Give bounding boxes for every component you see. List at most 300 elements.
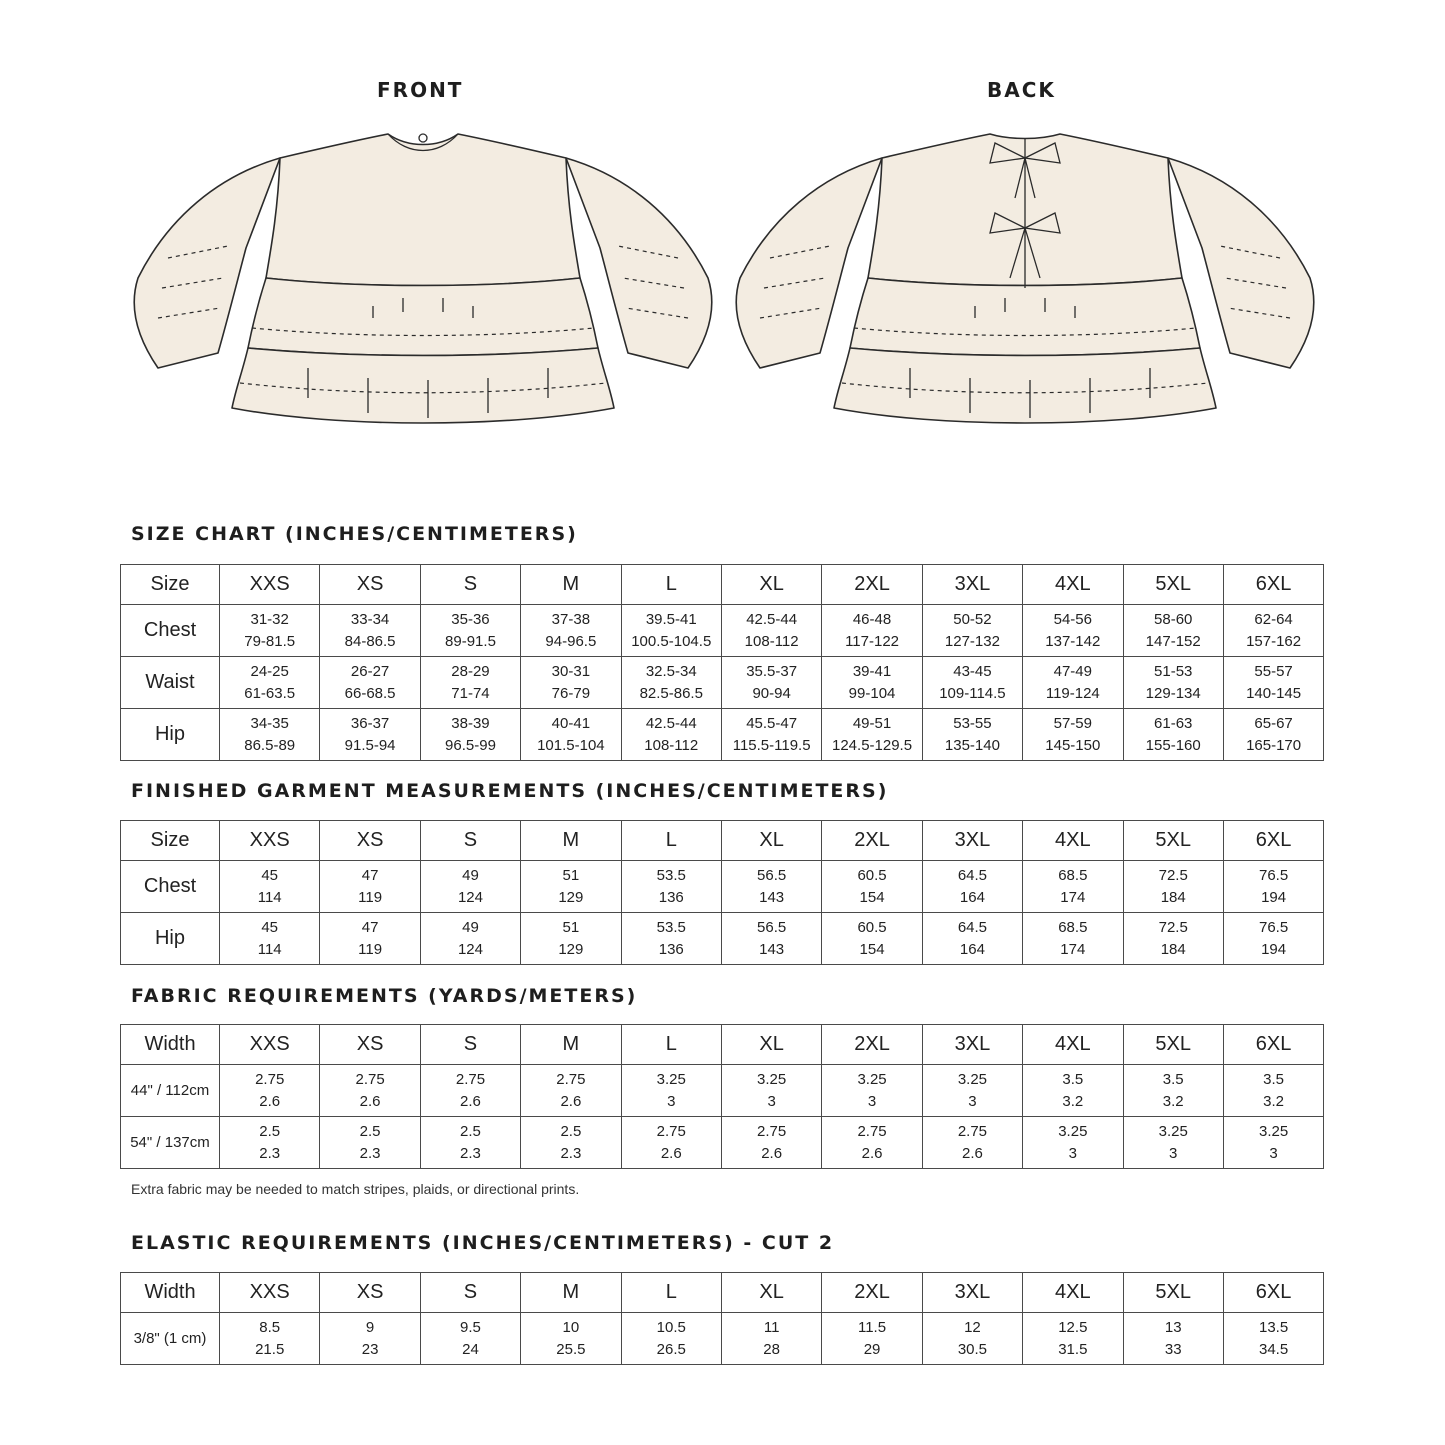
- imperial-value: 31-32: [250, 610, 289, 628]
- measurement-cell: [420, 657, 520, 709]
- size-chart-table: [120, 564, 1324, 761]
- measurement-cell: [822, 913, 922, 965]
- metric-value: 127-132: [944, 632, 1000, 650]
- metric-value: 3: [667, 1092, 676, 1110]
- row-label: 44" / 112cm: [121, 1065, 220, 1117]
- imperial-value: 45.5-47: [746, 714, 798, 732]
- table-row: [121, 861, 1324, 913]
- metric-value: 154: [859, 940, 885, 958]
- measurement-cell: [922, 709, 1022, 761]
- measurement-cell: [822, 1313, 922, 1365]
- imperial-value: 3.5: [1162, 1070, 1184, 1088]
- metric-value: 28: [763, 1340, 780, 1358]
- metric-value: 184: [1160, 888, 1186, 906]
- measurement-cell: [521, 1117, 621, 1169]
- imperial-value: 42.5-44: [746, 610, 798, 628]
- row-label: 3/8" (1 cm): [121, 1313, 220, 1365]
- size-header: 5XL: [1123, 821, 1223, 861]
- measurement-cell: [1123, 1313, 1223, 1365]
- measurement-cell: [220, 913, 320, 965]
- metric-value: 143: [759, 940, 785, 958]
- size-header: XS: [320, 565, 420, 605]
- measurement-cell: [1123, 1065, 1223, 1117]
- imperial-value: 2.75: [355, 1070, 385, 1088]
- imperial-value: 34-35: [250, 714, 289, 732]
- metric-value: 3: [1269, 1144, 1278, 1162]
- imperial-value: 11.5: [857, 1318, 887, 1336]
- size-header: 6XL: [1223, 1025, 1323, 1065]
- elastic-requirements-title: ELASTIC REQUIREMENTS (INCHES/CENTIMETERS) - CUT 2: [131, 1232, 835, 1254]
- measurement-cell: [621, 709, 721, 761]
- metric-value: 164: [959, 888, 985, 906]
- measurement-cell: [320, 605, 420, 657]
- finished-garment-title: FINISHED GARMENT MEASUREMENTS (INCHES/CENTIMETERS): [131, 780, 889, 802]
- metric-value: 99-104: [848, 684, 896, 702]
- metric-value: 174: [1060, 888, 1086, 906]
- imperial-value: 13.5: [1259, 1318, 1289, 1336]
- size-header: XL: [721, 565, 821, 605]
- front-view-label: FRONT: [377, 78, 464, 102]
- imperial-value: 53.5: [656, 866, 686, 884]
- imperial-value: 28-29: [451, 662, 490, 680]
- metric-value: 129: [558, 940, 584, 958]
- imperial-value: 26-27: [350, 662, 390, 680]
- metric-value: 3: [867, 1092, 877, 1110]
- imperial-value: 76.5: [1259, 866, 1289, 884]
- elastic-requirements-table: [120, 1272, 1324, 1365]
- table-row: [121, 605, 1324, 657]
- metric-value: 115.5-119.5: [732, 736, 811, 754]
- imperial-value: 51-53: [1154, 662, 1193, 680]
- imperial-value: 10.5: [656, 1318, 686, 1336]
- metric-value: 135-140: [944, 736, 1000, 754]
- imperial-value: 65-67: [1254, 714, 1293, 732]
- size-header: 4XL: [1023, 821, 1123, 861]
- measurement-cell: [621, 1117, 721, 1169]
- measurement-cell: [320, 1313, 420, 1365]
- measurement-cell: [1023, 913, 1123, 965]
- size-header: XL: [721, 1025, 821, 1065]
- metric-value: 30.5: [957, 1340, 988, 1358]
- measurement-cell: [621, 1313, 721, 1365]
- metric-value: 33: [1164, 1340, 1182, 1358]
- measurement-cell: [621, 657, 721, 709]
- metric-value: 34.5: [1259, 1340, 1289, 1358]
- table-row: [121, 657, 1324, 709]
- size-header: 2XL: [822, 1025, 922, 1065]
- measurement-cell: [1023, 1065, 1123, 1117]
- size-header: XXS: [220, 821, 320, 861]
- metric-value: 31.5: [1058, 1340, 1088, 1358]
- imperial-value: 2.75: [957, 1122, 988, 1140]
- size-header: L: [621, 1025, 721, 1065]
- measurement-cell: [922, 657, 1022, 709]
- size-header: L: [621, 821, 721, 861]
- size-header: XL: [721, 1273, 821, 1313]
- metric-value: 86.5-89: [244, 736, 296, 754]
- size-header: 6XL: [1223, 821, 1323, 861]
- imperial-value: 49: [462, 918, 479, 936]
- measurement-cell: [721, 861, 821, 913]
- measurement-cell: [521, 1065, 621, 1117]
- size-header: M: [521, 565, 621, 605]
- imperial-value: 49-51: [852, 714, 892, 732]
- metric-value: 136: [658, 888, 684, 906]
- imperial-value: 24-25: [250, 662, 289, 680]
- metric-value: 2.6: [460, 1092, 481, 1110]
- measurement-cell: [1023, 1313, 1123, 1365]
- measurement-cell: [1123, 861, 1223, 913]
- fabric-note: Extra fabric may be needed to match stripes, plaids, or directional prints.: [131, 1181, 580, 1197]
- size-header: XS: [320, 1025, 420, 1065]
- metric-value: 119: [358, 940, 383, 958]
- measurement-cell: [1223, 709, 1323, 761]
- imperial-value: 64.5: [957, 918, 988, 936]
- metric-value: 71-74: [451, 684, 490, 702]
- size-header: S: [420, 1273, 520, 1313]
- imperial-value: 39-41: [852, 662, 892, 680]
- imperial-value: 8.5: [259, 1318, 281, 1336]
- metric-value: 147-152: [1145, 632, 1201, 650]
- imperial-value: 2.5: [560, 1122, 582, 1140]
- imperial-value: 61-63: [1154, 714, 1193, 732]
- row-label: Chest: [121, 605, 220, 657]
- fabric-requirements-table: [120, 1024, 1324, 1169]
- imperial-value: 9.5: [460, 1318, 481, 1336]
- imperial-value: 54-56: [1053, 610, 1092, 628]
- metric-value: 84-86.5: [344, 632, 396, 650]
- metric-value: 129: [558, 888, 584, 906]
- measurement-cell: [822, 657, 922, 709]
- imperial-value: 45: [261, 918, 279, 936]
- size-header: XXS: [220, 1273, 320, 1313]
- size-header: 6XL: [1223, 1273, 1323, 1313]
- measurement-cell: [420, 1065, 520, 1117]
- metric-value: 2.6: [359, 1092, 381, 1110]
- imperial-value: 64.5: [957, 866, 988, 884]
- imperial-value: 46-48: [852, 610, 892, 628]
- row-label: 54" / 137cm: [121, 1117, 220, 1169]
- measurement-cell: [521, 657, 621, 709]
- measurement-cell: [320, 861, 420, 913]
- row-label: Waist: [121, 657, 220, 709]
- back-view-label: BACK: [987, 78, 1056, 102]
- measurement-cell: [822, 861, 922, 913]
- measurement-cell: [1123, 1117, 1223, 1169]
- metric-value: 2.6: [660, 1144, 682, 1162]
- imperial-value: 9: [365, 1318, 375, 1336]
- finished-garment-table: [120, 820, 1324, 965]
- measurement-cell: [922, 861, 1022, 913]
- size-header: 2XL: [822, 821, 922, 861]
- size-header: 2XL: [822, 565, 922, 605]
- metric-value: 145-150: [1045, 736, 1101, 754]
- metric-value: 2.3: [259, 1144, 281, 1162]
- size-header: L: [621, 565, 721, 605]
- imperial-value: 30-31: [551, 662, 591, 680]
- metric-value: 114: [257, 888, 282, 906]
- measurement-cell: [922, 1065, 1022, 1117]
- imperial-value: 35.5-37: [746, 662, 798, 680]
- size-header: 4XL: [1023, 565, 1123, 605]
- size-header: 4XL: [1023, 1025, 1123, 1065]
- metric-value: 89-91.5: [445, 632, 496, 650]
- imperial-value: 2.5: [259, 1122, 281, 1140]
- imperial-value: 3.25: [1259, 1122, 1289, 1140]
- metric-value: 124.5-129.5: [832, 736, 913, 754]
- measurement-cell: [721, 1313, 821, 1365]
- imperial-value: 12: [964, 1318, 981, 1336]
- measurement-cell: [320, 1065, 420, 1117]
- metric-value: 101.5-104: [537, 736, 605, 754]
- metric-value: 2.6: [861, 1144, 883, 1162]
- measurement-cell: [220, 1065, 320, 1117]
- measurement-cell: [1023, 861, 1123, 913]
- measurement-cell: [1223, 1065, 1323, 1117]
- header-label: Size: [121, 565, 220, 605]
- measurement-cell: [521, 709, 621, 761]
- measurement-cell: [1223, 657, 1323, 709]
- measurement-cell: [1223, 605, 1323, 657]
- imperial-value: 2.5: [460, 1122, 481, 1140]
- measurement-cell: [420, 1313, 520, 1365]
- size-header: M: [521, 821, 621, 861]
- measurement-cell: [420, 709, 520, 761]
- header-label: Width: [121, 1273, 220, 1313]
- size-header: XXS: [220, 1025, 320, 1065]
- imperial-value: 72.5: [1158, 918, 1188, 936]
- metric-value: 119-124: [1045, 684, 1100, 702]
- measurement-cell: [420, 861, 520, 913]
- measurement-cell: [521, 913, 621, 965]
- size-header: 5XL: [1123, 1273, 1223, 1313]
- imperial-value: 55-57: [1254, 662, 1293, 680]
- size-header: 5XL: [1123, 1025, 1223, 1065]
- measurement-cell: [320, 657, 420, 709]
- back-garment-illustration: [730, 128, 1320, 443]
- measurement-cell: [721, 1117, 821, 1169]
- measurement-cell: [1123, 657, 1223, 709]
- imperial-value: 2.75: [455, 1070, 486, 1088]
- imperial-value: 45: [261, 866, 279, 884]
- size-header: L: [621, 1273, 721, 1313]
- imperial-value: 60.5: [857, 866, 887, 884]
- measurement-cell: [1023, 1117, 1123, 1169]
- size-header: M: [521, 1025, 621, 1065]
- measurement-cell: [320, 913, 420, 965]
- metric-value: 90-94: [752, 684, 791, 702]
- imperial-value: 53-55: [953, 714, 992, 732]
- imperial-value: 3.25: [957, 1070, 988, 1088]
- imperial-value: 32.5-34: [645, 662, 697, 680]
- metric-value: 100.5-104.5: [631, 632, 712, 650]
- imperial-value: 38-39: [451, 714, 490, 732]
- measurement-cell: [721, 913, 821, 965]
- imperial-value: 2.75: [757, 1122, 787, 1140]
- measurement-cell: [721, 1065, 821, 1117]
- imperial-value: 47: [361, 918, 379, 936]
- measurement-cell: [621, 861, 721, 913]
- fabric-requirements-title: FABRIC REQUIREMENTS (YARDS/METERS): [131, 985, 638, 1007]
- size-header: 2XL: [822, 1273, 922, 1313]
- metric-value: 82.5-86.5: [639, 684, 703, 702]
- imperial-value: 51: [562, 866, 580, 884]
- metric-value: 24: [462, 1340, 479, 1358]
- size-header: S: [420, 821, 520, 861]
- measurement-cell: [822, 1117, 922, 1169]
- metric-value: 76-79: [551, 684, 591, 702]
- metric-value: 91.5-94: [344, 736, 396, 754]
- metric-value: 140-145: [1246, 684, 1302, 702]
- imperial-value: 13: [1164, 1318, 1182, 1336]
- front-garment-illustration: [128, 128, 718, 443]
- measurement-cell: [420, 913, 520, 965]
- imperial-value: 39.5-41: [645, 610, 697, 628]
- imperial-value: 11: [763, 1318, 780, 1336]
- metric-value: 3.2: [1162, 1092, 1184, 1110]
- size-header: 3XL: [922, 565, 1022, 605]
- imperial-value: 33-34: [350, 610, 390, 628]
- size-header: 6XL: [1223, 565, 1323, 605]
- metric-value: 66-68.5: [344, 684, 396, 702]
- header-label: Width: [121, 1025, 220, 1065]
- measurement-cell: [220, 1313, 320, 1365]
- imperial-value: 35-36: [451, 610, 490, 628]
- imperial-value: 2.5: [359, 1122, 381, 1140]
- table-row: [121, 913, 1324, 965]
- measurement-cell: [922, 1313, 1022, 1365]
- imperial-value: 2.75: [255, 1070, 285, 1088]
- metric-value: 2.3: [460, 1144, 481, 1162]
- row-label: Hip: [121, 913, 220, 965]
- imperial-value: 50-52: [953, 610, 992, 628]
- imperial-value: 12.5: [1058, 1318, 1088, 1336]
- metric-value: 114: [257, 940, 282, 958]
- table-row: [121, 1117, 1324, 1169]
- size-header: M: [521, 1273, 621, 1313]
- measurement-cell: [822, 605, 922, 657]
- measurement-cell: [220, 709, 320, 761]
- size-header: XL: [721, 821, 821, 861]
- metric-value: 124: [457, 940, 483, 958]
- measurement-cell: [220, 861, 320, 913]
- imperial-value: 47-49: [1053, 662, 1092, 680]
- measurement-cell: [1123, 913, 1223, 965]
- measurement-cell: [721, 605, 821, 657]
- metric-value: 137-142: [1045, 632, 1101, 650]
- metric-value: 157-162: [1246, 632, 1302, 650]
- metric-value: 2.6: [560, 1092, 582, 1110]
- metric-value: 3.2: [1062, 1092, 1084, 1110]
- imperial-value: 72.5: [1158, 866, 1188, 884]
- imperial-value: 3.25: [857, 1070, 887, 1088]
- size-header: 4XL: [1023, 1273, 1123, 1313]
- table-row: [121, 1065, 1324, 1117]
- metric-value: 154: [859, 888, 885, 906]
- measurement-cell: [922, 605, 1022, 657]
- metric-value: 136: [658, 940, 684, 958]
- imperial-value: 56.5: [757, 918, 787, 936]
- imperial-value: 2.75: [556, 1070, 586, 1088]
- metric-value: 2.3: [560, 1144, 582, 1162]
- measurement-cell: [1223, 1313, 1323, 1365]
- measurement-cell: [1123, 605, 1223, 657]
- imperial-value: 57-59: [1053, 714, 1092, 732]
- measurement-cell: [521, 605, 621, 657]
- metric-value: 2.6: [761, 1144, 783, 1162]
- metric-value: 25.5: [556, 1340, 586, 1358]
- imperial-value: 3.25: [1158, 1122, 1188, 1140]
- measurement-cell: [320, 709, 420, 761]
- measurement-cell: [721, 709, 821, 761]
- metric-value: 3: [968, 1092, 977, 1110]
- size-header: 5XL: [1123, 565, 1223, 605]
- imperial-value: 53.5: [656, 918, 686, 936]
- imperial-value: 2.75: [857, 1122, 887, 1140]
- metric-value: 2.6: [962, 1144, 983, 1162]
- measurement-cell: [220, 1117, 320, 1169]
- metric-value: 109-114.5: [939, 684, 1006, 702]
- metric-value: 108-112: [744, 632, 799, 650]
- measurement-cell: [1023, 605, 1123, 657]
- imperial-value: 3.25: [656, 1070, 686, 1088]
- imperial-value: 3.25: [757, 1070, 787, 1088]
- measurement-cell: [1223, 861, 1323, 913]
- metric-value: 194: [1261, 888, 1287, 906]
- measurement-cell: [1223, 1117, 1323, 1169]
- size-header: 3XL: [922, 821, 1022, 861]
- measurement-cell: [1123, 709, 1223, 761]
- metric-value: 96.5-99: [445, 736, 496, 754]
- imperial-value: 56.5: [757, 866, 787, 884]
- size-chart-title: SIZE CHART (INCHES/CENTIMETERS): [131, 523, 578, 545]
- header-label: Size: [121, 821, 220, 861]
- imperial-value: 49: [462, 866, 479, 884]
- measurement-cell: [1023, 709, 1123, 761]
- metric-value: 164: [959, 940, 985, 958]
- table-row: [121, 709, 1324, 761]
- size-header: S: [420, 1025, 520, 1065]
- size-header: S: [420, 565, 520, 605]
- imperial-value: 68.5: [1058, 918, 1088, 936]
- metric-value: 2.3: [359, 1144, 381, 1162]
- imperial-value: 60.5: [857, 918, 887, 936]
- metric-value: 184: [1160, 940, 1186, 958]
- imperial-value: 37-38: [551, 610, 591, 628]
- imperial-value: 43-45: [953, 662, 992, 680]
- table-row: [121, 1313, 1324, 1365]
- metric-value: 94-96.5: [545, 632, 597, 650]
- imperial-value: 42.5-44: [645, 714, 697, 732]
- measurement-cell: [220, 605, 320, 657]
- metric-value: 124: [457, 888, 483, 906]
- metric-value: 108-112: [644, 736, 699, 754]
- metric-value: 3: [767, 1092, 776, 1110]
- metric-value: 143: [759, 888, 785, 906]
- measurement-cell: [621, 1065, 721, 1117]
- imperial-value: 2.75: [656, 1122, 686, 1140]
- measurement-cell: [721, 657, 821, 709]
- measurement-cell: [420, 1117, 520, 1169]
- imperial-value: 68.5: [1058, 866, 1088, 884]
- size-header: XS: [320, 1273, 420, 1313]
- measurement-cell: [822, 709, 922, 761]
- imperial-value: 58-60: [1154, 610, 1193, 628]
- measurement-cell: [521, 861, 621, 913]
- metric-value: 26.5: [656, 1340, 686, 1358]
- row-label: Hip: [121, 709, 220, 761]
- imperial-value: 36-37: [350, 714, 390, 732]
